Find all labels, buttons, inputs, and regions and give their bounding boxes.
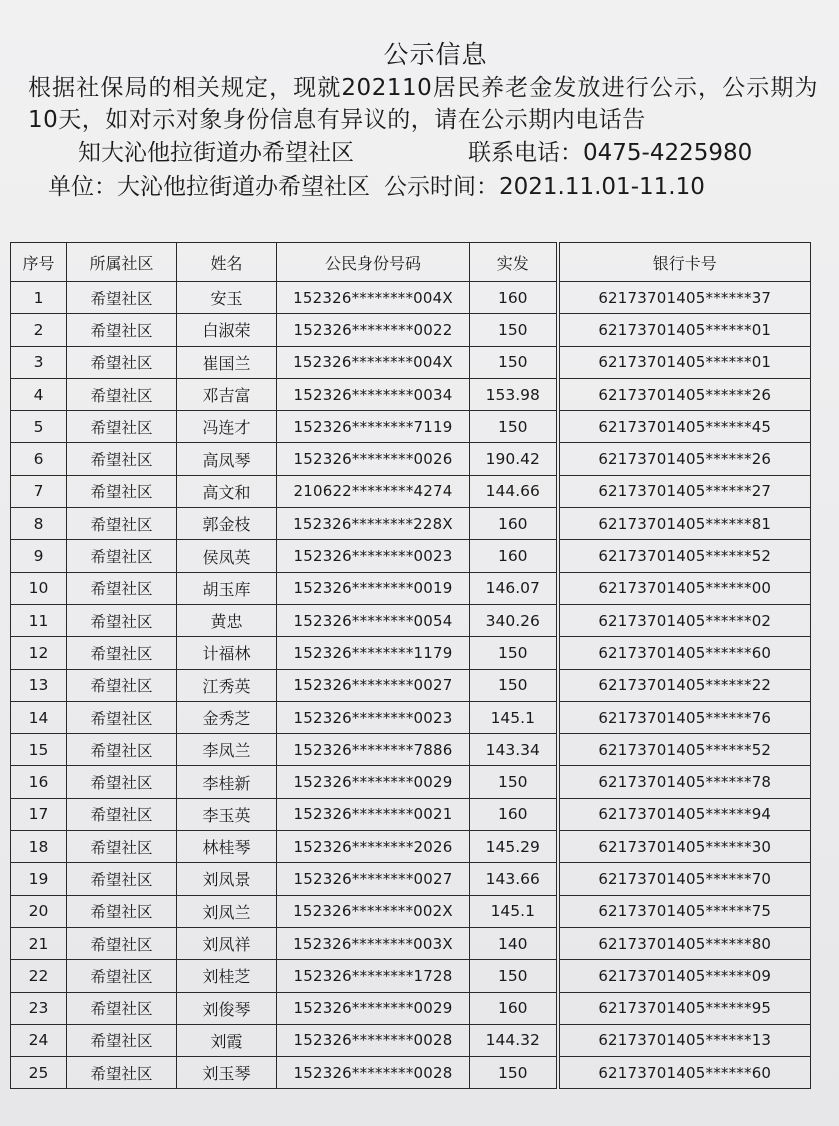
cell-name: 刘玉琴: [177, 1057, 277, 1089]
header-id-number: 公民身份号码: [277, 243, 470, 282]
cell-index: 25: [11, 1057, 67, 1089]
cell-index: 6: [11, 443, 67, 475]
cell-id-number: 152326********0022: [277, 314, 470, 346]
cell-bank-card: 62173701405******09: [558, 960, 811, 992]
cell-bank-card: 62173701405******27: [558, 475, 811, 507]
cell-community: 希望社区: [67, 540, 177, 572]
cell-index: 16: [11, 766, 67, 798]
table-row: [11, 411, 811, 443]
cell-amount: 150: [470, 1057, 558, 1089]
cell-index: 22: [11, 960, 67, 992]
cell-id-number: 152326********0054: [277, 604, 470, 636]
cell-index: 24: [11, 1024, 67, 1056]
cell-bank-card: 62173701405******52: [558, 540, 811, 572]
table-row: [11, 960, 811, 992]
cell-community: 希望社区: [67, 766, 177, 798]
cell-name: 李凤兰: [177, 734, 277, 766]
cell-index: 5: [11, 411, 67, 443]
cell-name: 李桂新: [177, 766, 277, 798]
cell-bank-card: 62173701405******81: [558, 508, 811, 540]
cell-community: 希望社区: [67, 282, 177, 314]
cell-id-number: 152326********0028: [277, 1057, 470, 1089]
notice-header: [28, 38, 818, 204]
phone-label: 联系电话：: [468, 140, 583, 166]
cell-amount: 150: [470, 314, 558, 346]
phone-number: 0475-4225980: [583, 140, 753, 166]
cell-amount: 160: [470, 540, 558, 572]
publish-time: 2021.11.01-11.10: [499, 174, 705, 200]
cell-index: 14: [11, 701, 67, 733]
cell-bank-card: 62173701405******75: [558, 895, 811, 927]
cell-bank-card: 62173701405******94: [558, 798, 811, 830]
cell-bank-card: 62173701405******01: [558, 346, 811, 378]
unit-label: 单位：: [48, 174, 117, 200]
cell-amount: 160: [470, 798, 558, 830]
cell-amount: 145.1: [470, 701, 558, 733]
cell-id-number: 152326********0029: [277, 992, 470, 1024]
table-row: [11, 1024, 811, 1056]
cell-amount: 146.07: [470, 572, 558, 604]
cell-bank-card: 62173701405******30: [558, 831, 811, 863]
cell-id-number: 152326********0023: [277, 701, 470, 733]
cell-id-number: 152326********003X: [277, 927, 470, 959]
cell-name: 白淑荣: [177, 314, 277, 346]
cell-bank-card: 62173701405******60: [558, 637, 811, 669]
header-community: 所属社区: [67, 243, 177, 282]
cell-amount: 190.42: [470, 443, 558, 475]
cell-id-number: 152326********1179: [277, 637, 470, 669]
cell-id-number: 152326********0027: [277, 669, 470, 701]
cell-index: 19: [11, 863, 67, 895]
cell-bank-card: 62173701405******78: [558, 766, 811, 798]
cell-name: 郭金枝: [177, 508, 277, 540]
cell-name: 金秀芝: [177, 701, 277, 733]
cell-bank-card: 62173701405******70: [558, 863, 811, 895]
cell-index: 12: [11, 637, 67, 669]
cell-community: 希望社区: [67, 734, 177, 766]
cell-community: 希望社区: [67, 960, 177, 992]
cell-community: 希望社区: [67, 895, 177, 927]
cell-id-number: 152326********0027: [277, 863, 470, 895]
table-row: [11, 540, 811, 572]
cell-id-number: 152326********0029: [277, 766, 470, 798]
cell-index: 18: [11, 831, 67, 863]
table-row: [11, 475, 811, 507]
cell-community: 希望社区: [67, 378, 177, 410]
cell-bank-card: 62173701405******01: [558, 314, 811, 346]
header-index: 序号: [11, 243, 67, 282]
cell-name: 崔国兰: [177, 346, 277, 378]
header-amount: 实发: [470, 243, 558, 282]
pension-table: [10, 242, 811, 1089]
cell-index: 15: [11, 734, 67, 766]
cell-index: 2: [11, 314, 67, 346]
cell-name: 黄忠: [177, 604, 277, 636]
cell-community: 希望社区: [67, 443, 177, 475]
cell-index: 3: [11, 346, 67, 378]
table-row: [11, 443, 811, 475]
table-row: [11, 701, 811, 733]
notice-title: 公示信息: [383, 40, 488, 69]
contact-line: [28, 136, 818, 170]
cell-index: 21: [11, 927, 67, 959]
table-row: [11, 669, 811, 701]
table-row: [11, 572, 811, 604]
cell-community: 希望社区: [67, 927, 177, 959]
cell-community: 希望社区: [67, 798, 177, 830]
time-label: 公示时间：: [384, 174, 499, 200]
cell-amount: 153.98: [470, 378, 558, 410]
cell-amount: 150: [470, 960, 558, 992]
cell-name: 邓吉富: [177, 378, 277, 410]
cell-community: 希望社区: [67, 314, 177, 346]
notice-body: 根据社保局的相关规定，现就202110居民养老金发放进行公示，公示期为10天，如对示对象身份信息有异议的，请在公示期内电话告: [28, 75, 818, 133]
cell-amount: 144.66: [470, 475, 558, 507]
cell-name: 江秀英: [177, 669, 277, 701]
cell-bank-card: 62173701405******45: [558, 411, 811, 443]
cell-community: 希望社区: [67, 637, 177, 669]
cell-bank-card: 62173701405******00: [558, 572, 811, 604]
table-row: [11, 637, 811, 669]
table-row: [11, 992, 811, 1024]
table-row: [11, 508, 811, 540]
cell-index: 13: [11, 669, 67, 701]
table-row: [11, 282, 811, 314]
cell-name: 高文和: [177, 475, 277, 507]
cell-name: 刘凤兰: [177, 895, 277, 927]
table-row: [11, 346, 811, 378]
cell-id-number: 152326********002X: [277, 895, 470, 927]
cell-name: 刘霞: [177, 1024, 277, 1056]
cell-bank-card: 62173701405******26: [558, 378, 811, 410]
cell-id-number: 210622********4274: [277, 475, 470, 507]
cell-community: 希望社区: [67, 346, 177, 378]
unit-name: 大沁他拉街道办希望社区: [117, 174, 370, 200]
table-row: [11, 895, 811, 927]
cell-amount: 160: [470, 992, 558, 1024]
cell-index: 9: [11, 540, 67, 572]
cell-name: 刘桂芝: [177, 960, 277, 992]
cell-bank-card: 62173701405******02: [558, 604, 811, 636]
cell-index: 23: [11, 992, 67, 1024]
cell-index: 4: [11, 378, 67, 410]
cell-index: 20: [11, 895, 67, 927]
cell-name: 刘俊琴: [177, 992, 277, 1024]
cell-id-number: 152326********004X: [277, 282, 470, 314]
cell-amount: 143.66: [470, 863, 558, 895]
cell-id-number: 152326********7119: [277, 411, 470, 443]
cell-community: 希望社区: [67, 475, 177, 507]
cell-community: 希望社区: [67, 669, 177, 701]
cell-community: 希望社区: [67, 411, 177, 443]
cell-bank-card: 62173701405******26: [558, 443, 811, 475]
cell-name: 刘凤景: [177, 863, 277, 895]
cell-name: 林桂琴: [177, 831, 277, 863]
cell-community: 希望社区: [67, 508, 177, 540]
cell-bank-card: 62173701405******76: [558, 701, 811, 733]
cell-id-number: 152326********0019: [277, 572, 470, 604]
table-row: [11, 604, 811, 636]
cell-name: 高凤琴: [177, 443, 277, 475]
cell-bank-card: 62173701405******37: [558, 282, 811, 314]
cell-bank-card: 62173701405******95: [558, 992, 811, 1024]
cell-amount: 160: [470, 282, 558, 314]
table-header-row: [11, 243, 811, 282]
cell-bank-card: 62173701405******22: [558, 669, 811, 701]
unit-line: [28, 170, 818, 204]
cell-amount: 150: [470, 669, 558, 701]
cell-community: 希望社区: [67, 992, 177, 1024]
cell-amount: 160: [470, 508, 558, 540]
cell-community: 希望社区: [67, 831, 177, 863]
cell-community: 希望社区: [67, 1024, 177, 1056]
cell-amount: 143.34: [470, 734, 558, 766]
cell-id-number: 152326********7886: [277, 734, 470, 766]
cell-index: 11: [11, 604, 67, 636]
cell-amount: 150: [470, 766, 558, 798]
cell-amount: 144.32: [470, 1024, 558, 1056]
cell-name: 冯连才: [177, 411, 277, 443]
cell-index: 8: [11, 508, 67, 540]
cell-amount: 140: [470, 927, 558, 959]
cell-amount: 150: [470, 411, 558, 443]
cell-bank-card: 62173701405******13: [558, 1024, 811, 1056]
cell-index: 17: [11, 798, 67, 830]
cell-name: 计福林: [177, 637, 277, 669]
cell-id-number: 152326********0034: [277, 378, 470, 410]
table-row: [11, 314, 811, 346]
cell-name: 安玉: [177, 282, 277, 314]
table-row: [11, 798, 811, 830]
cell-id-number: 152326********0021: [277, 798, 470, 830]
cell-community: 希望社区: [67, 1057, 177, 1089]
cell-index: 7: [11, 475, 67, 507]
table-row: [11, 1057, 811, 1089]
cell-name: 刘凤祥: [177, 927, 277, 959]
cell-bank-card: 62173701405******80: [558, 927, 811, 959]
cell-name: 侯凤英: [177, 540, 277, 572]
cell-bank-card: 62173701405******60: [558, 1057, 811, 1089]
cell-index: 10: [11, 572, 67, 604]
table-row: [11, 378, 811, 410]
cell-name: 李玉英: [177, 798, 277, 830]
table-row: [11, 927, 811, 959]
cell-community: 希望社区: [67, 863, 177, 895]
cell-community: 希望社区: [67, 701, 177, 733]
table-row: [11, 734, 811, 766]
cell-community: 希望社区: [67, 572, 177, 604]
cell-id-number: 152326********2026: [277, 831, 470, 863]
header-bank-card: 银行卡号: [558, 243, 811, 282]
cell-name: 胡玉库: [177, 572, 277, 604]
cell-id-number: 152326********0023: [277, 540, 470, 572]
cell-amount: 150: [470, 637, 558, 669]
cell-amount: 150: [470, 346, 558, 378]
cell-amount: 145.1: [470, 895, 558, 927]
table-row: [11, 766, 811, 798]
cell-bank-card: 62173701405******52: [558, 734, 811, 766]
header-name: 姓名: [177, 243, 277, 282]
table-row: [11, 831, 811, 863]
cell-id-number: 152326********004X: [277, 346, 470, 378]
contact-org: 知大沁他拉街道办希望社区: [78, 140, 354, 166]
cell-amount: 340.26: [470, 604, 558, 636]
cell-index: 1: [11, 282, 67, 314]
cell-amount: 145.29: [470, 831, 558, 863]
cell-id-number: 152326********0028: [277, 1024, 470, 1056]
cell-id-number: 152326********228X: [277, 508, 470, 540]
cell-community: 希望社区: [67, 604, 177, 636]
cell-id-number: 152326********0026: [277, 443, 470, 475]
table-row: [11, 863, 811, 895]
cell-id-number: 152326********1728: [277, 960, 470, 992]
